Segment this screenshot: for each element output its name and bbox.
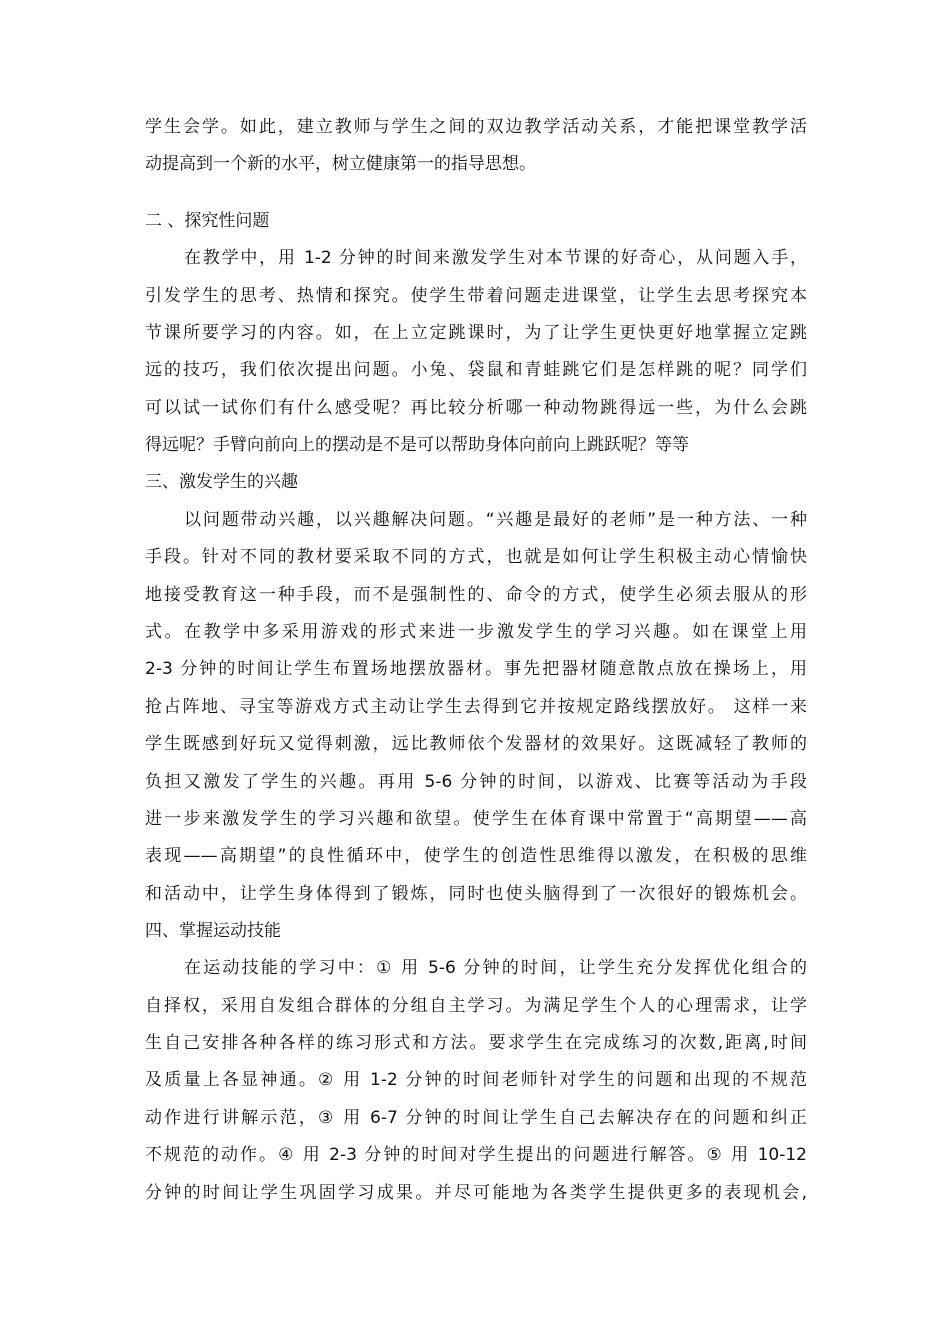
- section-heading: 二 、探究性问题: [145, 211, 270, 231]
- paragraph-line: 自择权，采用自发组合群体的分组自主学习。为满足学生个人的心理需求，让学: [145, 996, 807, 1016]
- paragraph-line: 抢占阵地、寻宝等游戏方式主动让学生去得到它并按规定路线摆放好。 这样一来: [145, 697, 807, 717]
- paragraph-line: 不规范的动作。④ 用 2-3 分钟的时间对学生提出的问题进行解答。⑤ 用 10-12: [145, 1145, 807, 1165]
- paragraph-line: 以问题带动兴趣，以兴趣解决问题。“兴趣是最好的老师”是一种方法、一种: [184, 510, 807, 530]
- paragraph-line: 表现——高期望”的良性循环中，使学生的创造性思维得以激发，在积极的思维: [145, 846, 807, 866]
- paragraph-line: 及质量上各显神通。② 用 1-2 分钟的时间老师针对学生的问题和出现的不规范: [145, 1070, 807, 1090]
- paragraph-line: 分钟的时间让学生巩固学习成果。并尽可能地为各类学生提供更多的表现机会,: [145, 1183, 807, 1203]
- paragraph-line: 引发学生的思考、热情和探究。使学生带着问题走进课堂，让学生去思考探究本: [145, 286, 807, 306]
- paragraph-line: 在教学中，用 1-2 分钟的时间来激发学生对本节课的好奇心，从问题入手，: [184, 248, 807, 268]
- paragraph-line: 进一步来激发学生的学习兴趣和欲望。使学生在体育课中常置于“高期望——高: [145, 809, 807, 829]
- paragraph-line: 学生会学。如此，建立教师与学生之间的双边教学活动关系，才能把课堂教学活: [145, 117, 807, 137]
- paragraph-line: 可以试一试你们有什么感受呢？再比较分析哪一种动物跳得远一些，为什么会跳: [145, 398, 807, 418]
- paragraph-line: 学生既感到好玩又觉得刺激，远比教师依个发器材的效果好。这既减轻了教师的: [145, 734, 807, 754]
- paragraph-line: 得远呢？手臂向前向上的摆动是不是可以帮助身体向前向上跳跃呢？等等: [145, 435, 689, 455]
- paragraph-line: 动作进行讲解示范，③ 用 6-7 分钟的时间让学生自己去解决存在的问题和纠正: [145, 1108, 807, 1128]
- paragraph-line: 远的技巧，我们依次提出问题。小兔、袋鼠和青蛙跳它们是怎样跳的呢？同学们: [145, 360, 807, 380]
- paragraph-line: 和活动中，让学生身体得到了锻炼，同时也使头脑得到了一次很好的锻炼机会。: [145, 884, 807, 904]
- section-heading: 四、掌握运动技能: [145, 921, 281, 941]
- paragraph-line: 手段。针对不同的教材要采取不同的方式，也就是如何让学生积极主动心情愉快: [145, 547, 807, 567]
- paragraph-line: 式。在教学中多采用游戏的形式来进一步激发学生的学习兴趣。如在课堂上用: [145, 622, 807, 642]
- paragraph-line: 地接受教育这一种手段，而不是强制性的、命令的方式，使学生必须去服从的形: [145, 585, 807, 605]
- paragraph-line: 2-3 分钟的时间让学生布置场地摆放器材。事先把器材随意散点放在操场上，用: [145, 659, 807, 679]
- paragraph-line: 负担又激发了学生的兴趣。再用 5-6 分钟的时间，以游戏、比赛等活动为手段: [145, 772, 807, 792]
- paragraph-line: 节课所要学习的内容。如，在上立定跳课时，为了让学生更快更好地掌握立定跳: [145, 323, 807, 343]
- paragraph-line: 在运动技能的学习中：① 用 5-6 分钟的时间，让学生充分发挥优化组合的: [184, 958, 807, 978]
- section-heading: 三、激发学生的兴趣: [145, 472, 298, 492]
- paragraph-line: 生自己安排各种各样的练习形式和方法。要求学生在完成练习的次数,距离,时间: [145, 1033, 807, 1053]
- paragraph-line: 动提高到一个新的水平，树立健康第一的指导思想。: [145, 154, 536, 174]
